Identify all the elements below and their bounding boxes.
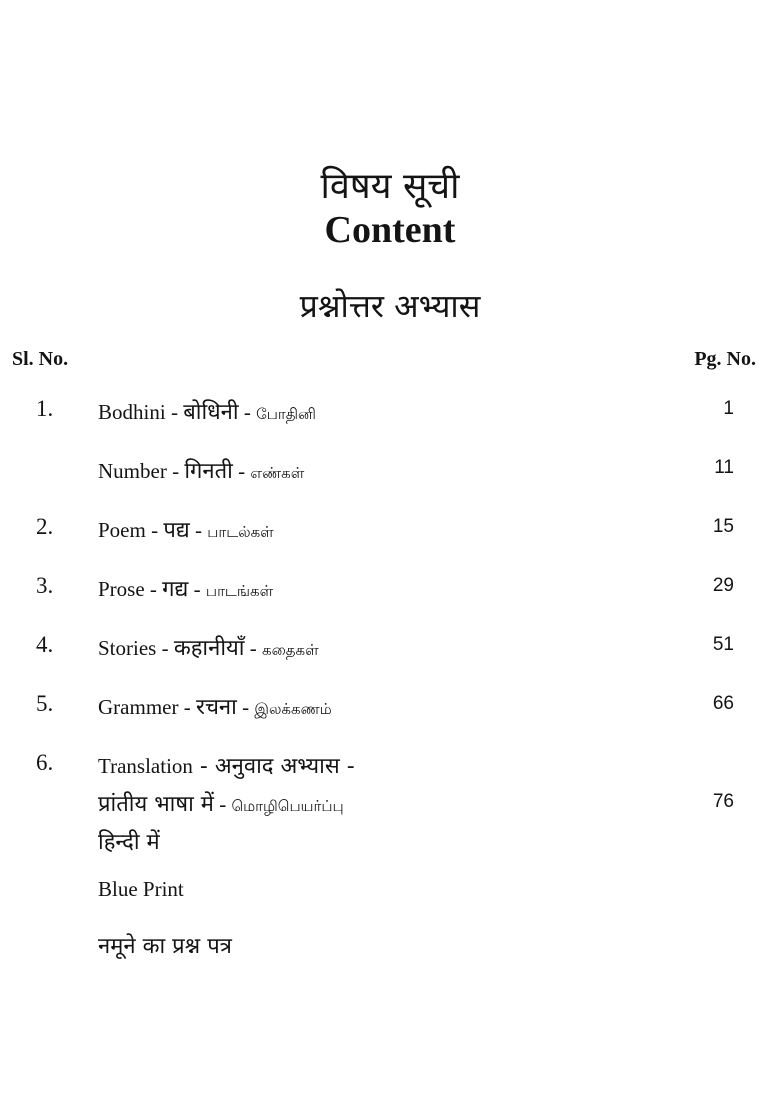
toc-page-number: 76 — [712, 791, 734, 812]
toc-entry — [98, 632, 319, 662]
entry-english: Bodhini — [98, 400, 166, 424]
toc-page-number: 11 — [714, 457, 734, 478]
toc-number: 5. — [36, 691, 54, 716]
toc-number: 1. — [36, 396, 54, 421]
separator: - — [244, 636, 262, 660]
entry-hindi: कहानीयाँ — [173, 636, 245, 661]
entry-english: Poem — [98, 518, 146, 542]
toc-entry — [98, 455, 304, 485]
separator: - — [238, 400, 257, 424]
entry-tamil: போதினி — [256, 405, 316, 423]
separator: - — [156, 636, 174, 660]
sample-paper-entry: नमूने का प्रश्न पत्र — [98, 934, 232, 959]
entry-english: Stories — [98, 636, 157, 660]
entry-tamil: எண்கள் — [250, 464, 305, 482]
entry-english: Grammer — [98, 695, 179, 719]
separator: - — [178, 695, 196, 719]
toc-number: 6. — [36, 750, 54, 775]
entry-hindi: पद्य — [163, 518, 190, 543]
entry-hindi: गिनती — [184, 459, 233, 484]
separator: - — [213, 792, 232, 816]
entry-hindi: गद्य — [162, 577, 189, 602]
serial-number-header: Sl. No. — [12, 348, 69, 370]
separator: - — [165, 400, 184, 424]
section-subtitle: प्रश्नोत्तर अभ्यास — [299, 287, 481, 325]
separator: - — [145, 518, 164, 542]
entry-hindi: रचना — [195, 695, 237, 720]
entry-tamil: இலக்கணம் — [254, 700, 332, 718]
entry-tamil: பாடங்கள் — [205, 582, 274, 600]
separator: - — [236, 695, 255, 719]
toc-page-number: 51 — [712, 634, 734, 655]
separator: - — [188, 577, 206, 601]
toc-page-number: 66 — [712, 693, 734, 714]
page-number-header: Pg. No. — [694, 348, 756, 370]
separator: - — [232, 459, 251, 483]
entry-tamil: கதைகள் — [262, 641, 319, 659]
title-english: Content — [324, 209, 456, 251]
title-hindi: विषय सूची — [320, 166, 460, 207]
toc-page-number: 29 — [712, 575, 734, 596]
separator: - — [189, 518, 208, 542]
translation-line-1 — [98, 750, 355, 780]
translation-line-2 — [98, 788, 344, 818]
toc-number: 2. — [36, 514, 54, 539]
entry-english: Number — [98, 459, 167, 483]
toc-entry — [98, 396, 316, 426]
translation-line-3: हिन्दी में — [98, 830, 160, 855]
entry-hindi: प्रांतीय भाषा में — [98, 792, 214, 817]
toc-entry — [98, 691, 332, 721]
entry-hindi: - अनुवाद अभ्यास - — [192, 754, 355, 779]
entry-hindi: बोधिनी — [183, 400, 239, 425]
separator: - — [166, 459, 185, 483]
toc-number: 3. — [36, 573, 54, 598]
toc-number: 4. — [36, 632, 54, 657]
toc-entry — [98, 573, 273, 603]
blue-print-entry: Blue Print — [98, 877, 184, 901]
toc-page-number: 15 — [712, 516, 734, 537]
toc-entry — [98, 514, 274, 544]
separator: - — [144, 577, 163, 601]
entry-tamil: மொழிபெயர்ப்பு — [231, 797, 344, 815]
toc-page-number: 1 — [723, 398, 734, 419]
entry-tamil: பாடல்கள் — [207, 523, 274, 541]
entry-english: Prose — [98, 577, 145, 601]
entry-english: Translation — [98, 754, 193, 778]
